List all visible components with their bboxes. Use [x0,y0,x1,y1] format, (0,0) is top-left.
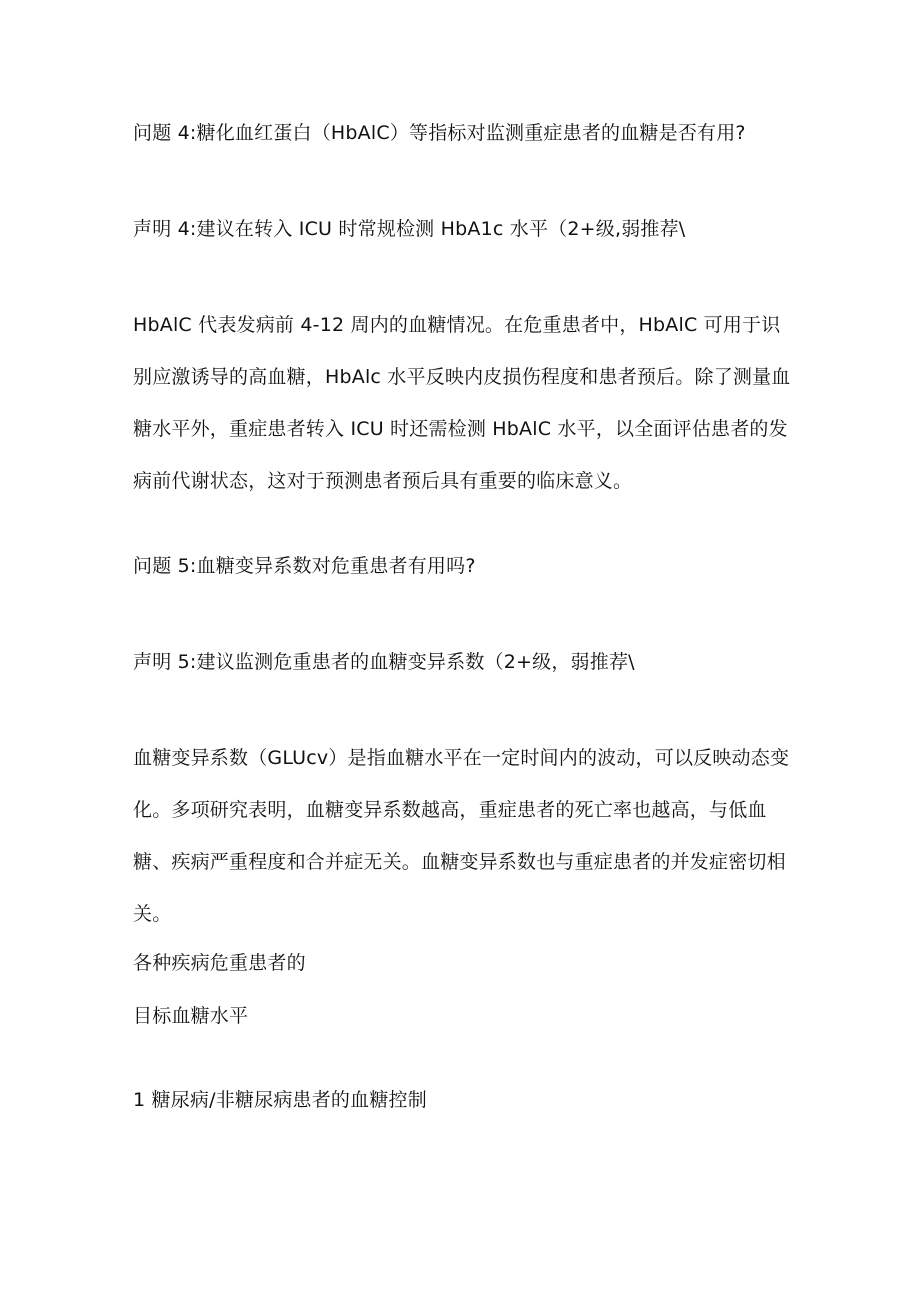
statement-5: 声明 5:建议监测危重患者的血糖变异系数（2+级，弱推荐\ [133,651,635,673]
statement-4: 声明 4:建议在转入 ICU 时常规检测 HbA1c 水平（2+级,弱推荐\ [133,218,686,240]
subsection-heading: 1 糖尿病/非糖尿病患者的血糖控制 [133,1089,427,1111]
paragraph-glucv: 血糖变异系数（GLUcv）是指血糖水平在一定时间内的波动，可以反映动态变化。多项研究表明，血糖变异系数越高，重症患者的死亡率也越高，与低血糖、疾病严重程度和合并症无关。血糖变异系数也与重症患者的并发症密切相关。 [133,747,790,925]
section-heading-line-1: 各种疾病危重患者的 [133,952,306,974]
paragraph-hba1c: HbAlC 代表发病前 4-12 周内的血糖情况。在危重患者中，HbAlC 可用于识别应激诱导的高血糖，HbAlc 水平反映内皮损伤程度和患者预后。除了测量血糖水平外，重症患者转入 ICU 时还需检测 HbAlC 水平，以全面评估患者的发病前代谢状态，这对于预测患者预后具有重要的临床意义。 [133,314,791,492]
section-heading-line-2: 目标血糖水平 [133,1005,249,1027]
question-5: 问题 5:血糖变异系数对危重患者有用吗? [133,555,476,577]
question-4: 问题 4:糖化血红蛋白（HbAlC）等指标对监测重症患者的血糖是否有用? [133,122,746,144]
